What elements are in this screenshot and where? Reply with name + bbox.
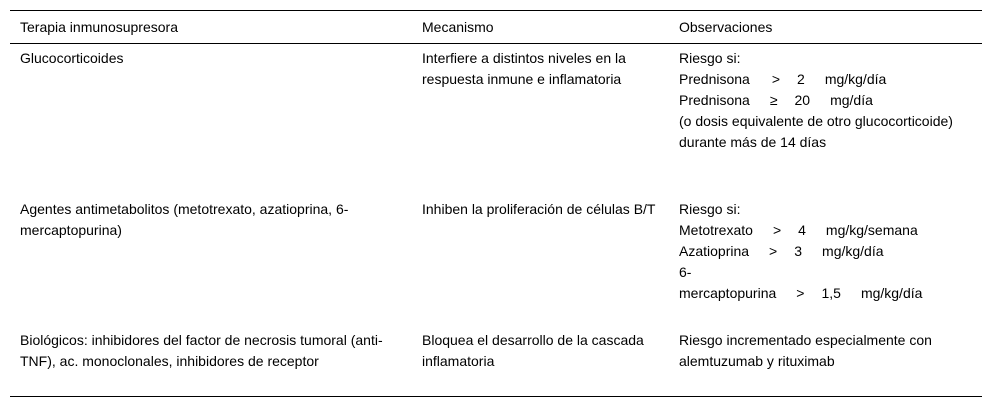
obs-intro: Riesgo si: bbox=[679, 201, 741, 217]
observations-cell: Riesgo incrementado especialmente con alemtuzumab y rituximab bbox=[679, 332, 932, 369]
header-observations: Observaciones bbox=[679, 19, 773, 35]
therapy-cell: Glucocorticoides bbox=[20, 50, 124, 66]
table-row bbox=[10, 44, 982, 196]
immunosuppressive-therapy-table bbox=[10, 10, 982, 397]
obs-dose-line: Azatioprina > 3 mg/kg/día bbox=[679, 243, 884, 259]
header-mechanism: Mecanismo bbox=[422, 19, 494, 35]
therapy-cell: Biológicos: inhibidores del factor de necrosis tumoral (anti-TNF), ac. monoclonales, inhibidores de receptor bbox=[20, 332, 383, 369]
obs-dose-line: Prednisona ≥ 20 mg/día bbox=[679, 92, 873, 108]
therapy-cell: Agentes antimetabolitos (metotrexato, azatioprina, 6-mercaptopurina) bbox=[20, 201, 349, 238]
observations-cell bbox=[669, 44, 982, 196]
mechanism-cell: Interfiere a distintos niveles en la respuesta inmune e inflamatoria bbox=[422, 50, 626, 87]
obs-note: (o dosis equivalente de otro glucocorticoide) durante más de 14 días bbox=[679, 113, 953, 150]
mechanism-cell: Bloquea el desarrollo de la cascada inflamatoria bbox=[422, 332, 644, 369]
obs-intro: Riesgo si: bbox=[679, 50, 741, 66]
mechanism-cell: Inhiben la proliferación de células B/T bbox=[422, 201, 656, 217]
observations-cell bbox=[669, 195, 982, 326]
obs-dose-line: Metotrexato > 4 mg/kg/semana bbox=[679, 222, 918, 238]
table-row bbox=[10, 195, 982, 326]
obs-dose-prefix: 6- bbox=[679, 264, 692, 280]
table-row bbox=[10, 326, 982, 397]
obs-dose-line: mercaptopurina > 1,5 mg/kg/día bbox=[679, 285, 923, 301]
header-therapy: Terapia inmunosupresora bbox=[20, 19, 178, 35]
obs-dose-line: Prednisona > 2 mg/kg/día bbox=[679, 71, 887, 87]
table-header-row bbox=[10, 11, 982, 44]
